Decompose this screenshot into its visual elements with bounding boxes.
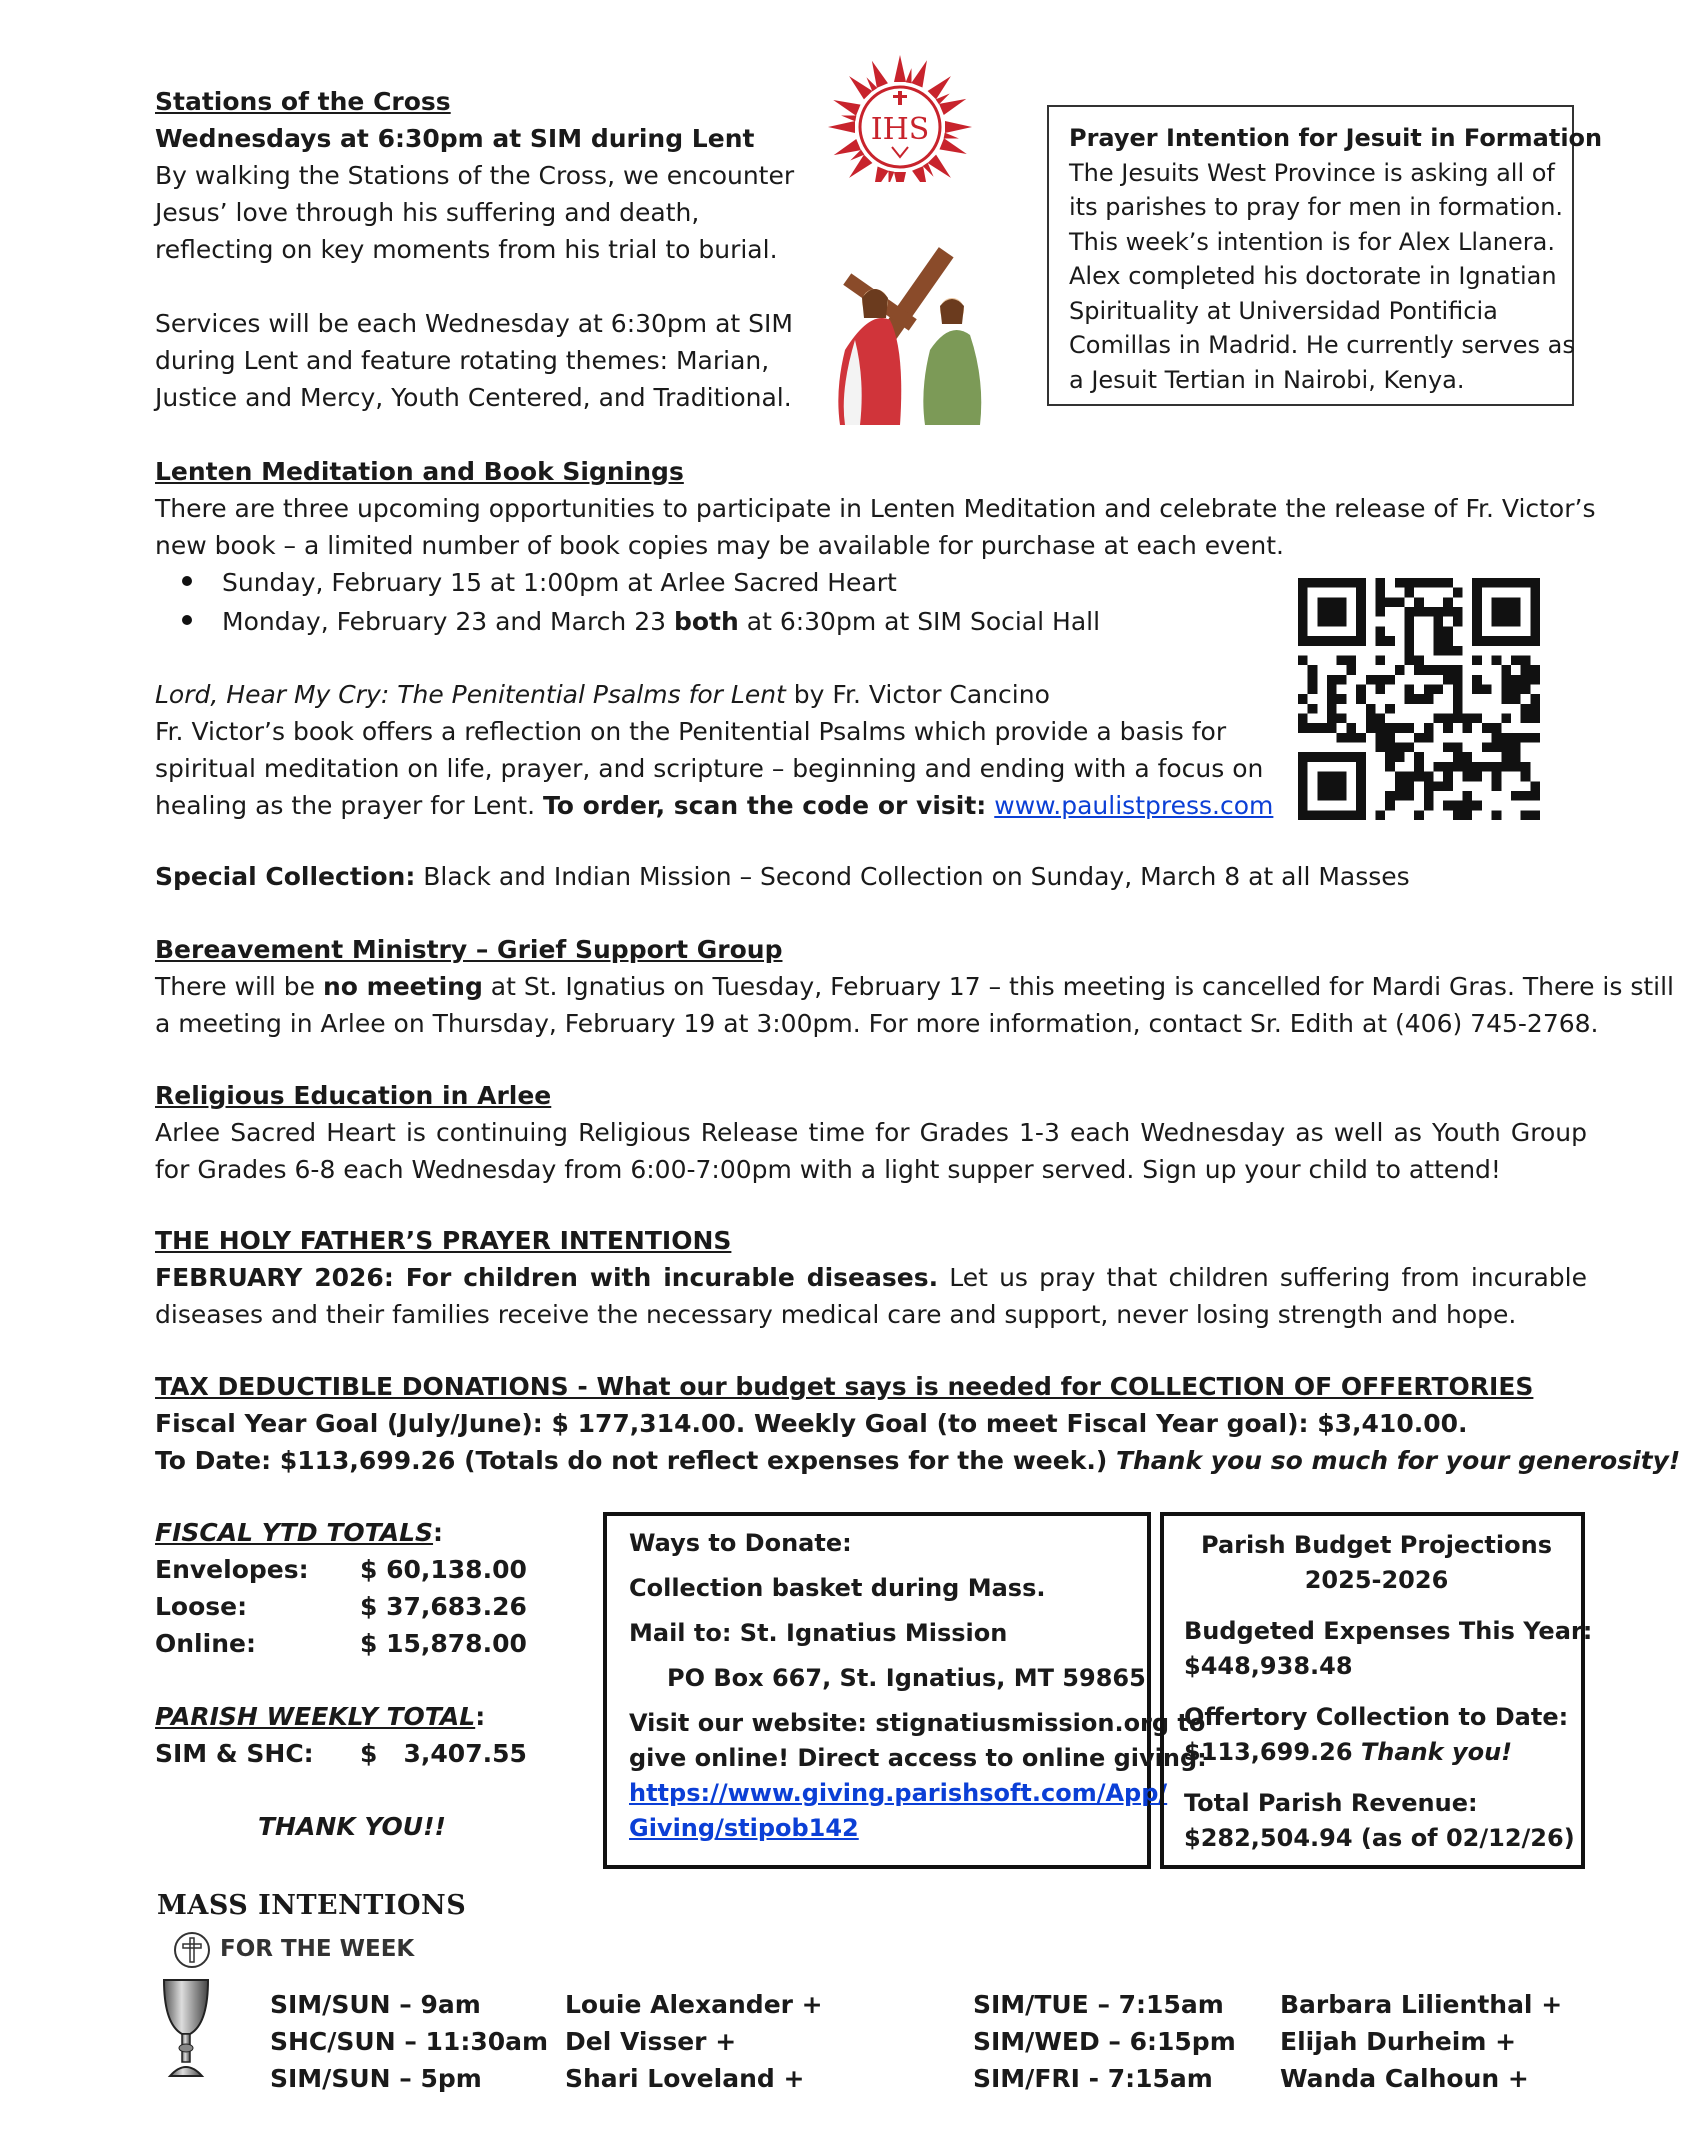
budget-offertory-label: Offertory Collection to Date:: [1184, 1703, 1569, 1731]
ytd-row-loose: Loose: $ 37,683.26: [155, 1592, 527, 1621]
lenten-line: There are three upcoming opportunities to participate in Lenten Meditation and celebrate the release of Fr. Victor’s: [155, 494, 1596, 523]
stations-p2-l1: Services will be each Wednesday at 6:30pm at SIM: [155, 309, 793, 338]
stations-section: [155, 83, 794, 416]
lenten-bullet-1: Sunday, February 15 at 1:00pm at Arlee Sacred Heart: [182, 563, 897, 603]
stations-p1-l1: By walking the Stations of the Cross, we encounter: [155, 161, 795, 190]
stations-p1-l3: reflecting on key moments from his trial to burial.: [155, 235, 778, 264]
stations-heading: Stations of the Cross: [155, 87, 451, 116]
qr-code[interactable]: [1298, 578, 1540, 820]
lenten-heading: Lenten Meditation and Book Signings: [155, 457, 684, 486]
jesuit-box-line: a Jesuit Tertian in Nairobi, Kenya.: [1069, 365, 1465, 394]
jesuit-box-line: This week’s intention is for Alex Llanera.: [1069, 227, 1555, 256]
donate-line: PO Box 667, St. Ignatius, MT 59865: [667, 1664, 1146, 1692]
holy-father-heading: THE HOLY FATHER’S PRAYER INTENTIONS: [155, 1226, 732, 1255]
bereavement-line: a meeting in Arlee on Thursday, February 19 at 3:00pm. For more information, contact Sr. Edith at (406) 745-2768.: [155, 1009, 1599, 1038]
weekly-total-row: SIM & SHC: $ 3,407.55: [155, 1739, 527, 1768]
stations-p1-l2: Jesus’ love through his suffering and death,: [155, 198, 700, 227]
parish-budget-box: Parish Budget Projections 2025-2026 Budgeted Expenses This Year: $448,938.48 Offertory Collection to Date: $113,699.26 Thank you! Total Parish Revenue: $282,504.94 (as of 02/12/26): [1160, 1512, 1585, 1869]
bereavement-section: Bereavement Ministry – Grief Support Group There will be no meeting at St. Ignatius on Tuesday, February 17 – this meeting is cancelled for Mardi Gras. There is still a meeting in Arlee on Thursday, February 19 at 3:00pm. For more information, contact Sr. Edith at (406) 745-2768.: [155, 931, 1674, 1042]
ytd-section: FISCAL YTD TOTALS: Envelopes: $ 60,138.00 Loose: $ 37,683.26 Online: $ 15,878.00 PARISH WEEKLY TOTAL: SIM & SHC: $ 3,407.55 THANK YOU!!: [155, 1514, 555, 1845]
chalice-icon: [160, 1976, 212, 2086]
jesuit-box-line: The Jesuits West Province is asking all of: [1069, 158, 1555, 187]
jesuit-box-line: Alex completed his doctorate in Ignatian: [1069, 262, 1557, 290]
thank-you: THANK YOU!!: [258, 1812, 446, 1841]
budget-revenue-value: $282,504.94 (as of 02/12/26): [1184, 1824, 1575, 1852]
book-section: Lord, Hear My Cry: The Penitential Psalms for Lent by Fr. Victor Cancino Fr. Victor’s book offers a reflection on the Penitential Psalms which provide a basis for spiritual meditation on life, prayer, and scripture – beginning and ending with a focus on healing as the prayer for Lent. To order, scan the code or visit: www.paulistpress.com: [155, 680, 1274, 820]
giving-link-cont[interactable]: Giving/stipob142: [629, 1814, 859, 1842]
bullet-dot: [182, 615, 192, 625]
stations-p2-l3: Justice and Mercy, Youth Centered, and Traditional.: [155, 383, 792, 412]
ways-to-donate-box: [603, 1512, 1207, 1869]
svg-text:IHS: IHS: [870, 112, 930, 147]
mass-right-names: Barbara Lilienthal + Elijah Durheim + Wanda Calhoun +: [1280, 1990, 1563, 2093]
ytd-row-online: Online: $ 15,878.00: [155, 1629, 527, 1658]
jesuit-prayer-box: [1047, 105, 1603, 406]
budget-revenue-label: Total Parish Revenue:: [1184, 1789, 1478, 1817]
jesus-carrying-cross-image: [820, 240, 1000, 430]
budget-expenses-value: $448,938.48: [1184, 1652, 1353, 1680]
religious-ed-heading: Religious Education in Arlee: [155, 1081, 552, 1110]
jesuit-box-title: Prayer Intention for Jesuit in Formation: [1069, 124, 1603, 152]
mass-left-names: Louie Alexander + Del Visser + Shari Loveland +: [565, 1990, 823, 2093]
book-author: by Fr. Victor Cancino: [785, 680, 1050, 709]
tax-heading: TAX DEDUCTIBLE DONATIONS - What our budget says is needed for COLLECTION OF OFFERTORIES: [155, 1372, 1534, 1401]
lenten-line: new book – a limited number of book copies may be available for purchase at each event.: [155, 531, 1284, 560]
religious-ed-section: [155, 1077, 1587, 1188]
budget-title: Parish Budget Projections: [1201, 1531, 1552, 1559]
bereavement-heading: Bereavement Ministry – Grief Support Group: [155, 935, 783, 964]
holy-father-section: THE HOLY FATHER’S PRAYER INTENTIONS FEBRUARY 2026: For children with incurable diseases. Let us pray that children suffering from incurable diseases and their families receive the necessary medical care and support, never losing strength and hope.: [155, 1222, 1587, 1333]
budget-expenses-label: Budgeted Expenses This Year:: [1184, 1617, 1593, 1645]
lenten-bullet-2: Monday, February 23 and March 23 both at 6:30pm at SIM Social Hall: [182, 602, 1100, 642]
qr-finder-pattern: [1477, 583, 1535, 641]
jesuit-box-line: Comillas in Madrid. He currently serves as: [1069, 331, 1575, 359]
ytd-row-envelopes: Envelopes: $ 60,138.00: [155, 1555, 527, 1584]
book-line: spiritual meditation on life, prayer, and scripture – beginning and ending with a focus on: [155, 754, 1264, 783]
donate-line: Collection basket during Mass.: [629, 1574, 1046, 1602]
tax-section: TAX DEDUCTIBLE DONATIONS - What our budget says is needed for COLLECTION OF OFFERTORIES Fiscal Year Goal (July/June): $ 177,314.00. Weekly Goal (to meet Fiscal Year goal): $3,410.00. To Date: $113,699.26 (Totals do not reflect expenses for the week.) Thank you so much for your generosity!: [155, 1368, 1680, 1479]
giving-link[interactable]: https://www.giving.parishsoft.com/App/: [629, 1779, 1168, 1807]
budget-year: 2025-2026: [1304, 1566, 1449, 1594]
mass-left-times: SIM/SUN – 9am SHC/SUN – 11:30am SIM/SUN – 5pm: [270, 1990, 549, 2093]
paulist-press-link[interactable]: www.paulistpress.com: [994, 791, 1274, 820]
donate-line: Mail to: St. Ignatius Mission: [629, 1619, 1008, 1647]
mass-intentions-subtitle: FOR THE WEEK: [220, 1936, 415, 1962]
donate-line: Visit our website: stignatiusmission.org to: [629, 1709, 1206, 1737]
stations-subheading: Wednesdays at 6:30pm at SIM during Lent: [155, 124, 755, 153]
stations-p2-l2: during Lent and feature rotating themes: Marian,: [155, 346, 770, 375]
cross-circle-icon: [172, 1930, 212, 1970]
bullet-dot: [182, 576, 192, 586]
ihs-jesuit-logo: [815, 52, 985, 182]
donate-title: Ways to Donate:: [629, 1529, 852, 1557]
book-line: Fr. Victor’s book offers a reflection on the Penitential Psalms which provide a basis for: [155, 717, 1227, 746]
religious-ed-text: Arlee Sacred Heart is continuing Religious Release time for Grades 1-3 each Wednesday as well as Youth Group for Grades 6-8 each Wednesday from 6:00-7:00pm with a light supper served. Sign up your child to attend!: [155, 1118, 1587, 1184]
tax-line-1: Fiscal Year Goal (July/June): $ 177,314.00. Weekly Goal (to meet Fiscal Year goal): $3,410.00.: [155, 1409, 1468, 1438]
mass-right-times: SIM/TUE – 7:15am SIM/WED – 6:15pm SIM/FRI - 7:15am: [973, 1990, 1236, 2093]
book-title: Lord, Hear My Cry: The Penitential Psalms for Lent: [155, 680, 786, 709]
qr-finder-pattern: [1303, 757, 1361, 815]
jesuit-box-line: Spirituality at Universidad Pontificia: [1069, 296, 1498, 325]
jesuit-box-line: its parishes to pray for men in formation.: [1069, 193, 1564, 221]
mass-intentions-title: MASS INTENTIONS: [157, 1890, 467, 1921]
donate-line: give online! Direct access to online giving:: [629, 1744, 1207, 1772]
special-collection: Special Collection: Black and Indian Mission – Second Collection on Sunday, March 8 at all Masses: [155, 862, 1410, 891]
lenten-section: [155, 453, 1595, 564]
qr-finder-pattern: [1303, 583, 1361, 641]
